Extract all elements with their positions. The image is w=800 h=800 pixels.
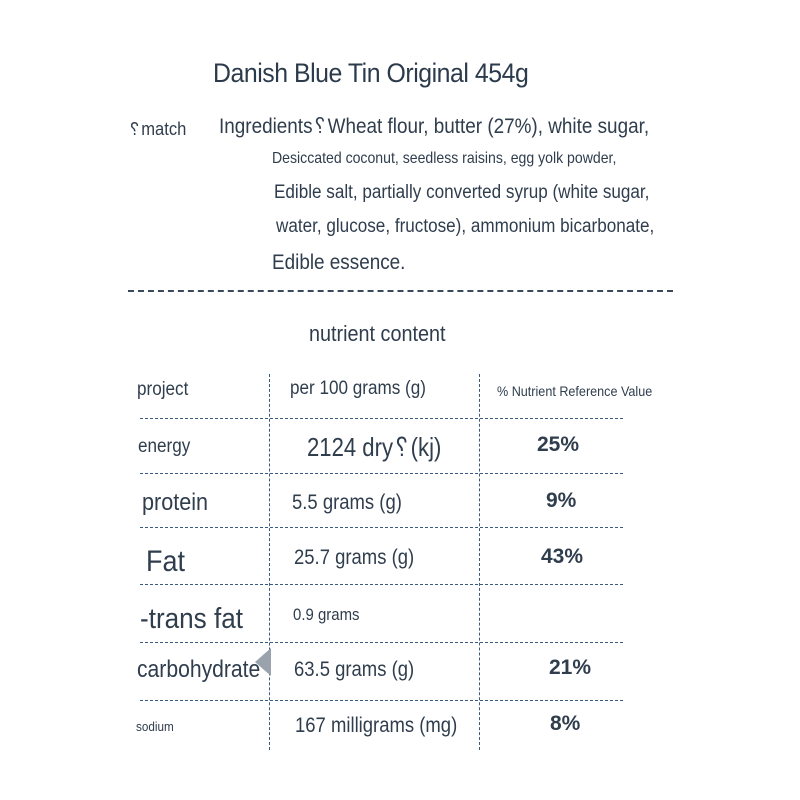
row-protein-amount: 5.5 grams (g) (292, 491, 402, 514)
row-energy-nrv: 25% (537, 433, 580, 456)
header-per100: per 100 grams (g) (290, 378, 426, 399)
row-divider (140, 700, 623, 701)
row-transfat-item: -trans fat (140, 603, 243, 635)
header-nrv: % Nutrient Reference Value (497, 383, 653, 399)
row-sodium-nrv: 8% (550, 712, 581, 735)
row-energy-amount: 2124 dry␦(kj) (307, 432, 442, 462)
row-divider (140, 584, 623, 585)
ingredients-line-3: Edible salt, partially converted syrup (white sugar, (274, 182, 650, 203)
row-fat-amount: 25.7 grams (g) (294, 546, 415, 569)
ingredients-line-1: Ingredients␦Wheat flour, butter (27%), white sugar, (219, 115, 650, 138)
row-divider (140, 642, 623, 643)
row-protein-nrv: 9% (546, 489, 577, 512)
row-protein-item: protein (142, 489, 209, 516)
row-energy-item: energy (138, 436, 191, 457)
ingredients-line-2: Desiccated coconut, seedless raisins, egg yolk powder, (272, 150, 617, 167)
row-fat-item: Fat (146, 545, 186, 578)
row-sodium-item: sodium (136, 719, 174, 734)
column-divider (479, 374, 480, 750)
row-divider (140, 418, 623, 419)
row-carbohydrate-item: carbohydrate (137, 656, 261, 683)
page-curl-mark (255, 648, 271, 676)
row-carbohydrate-nrv: 21% (549, 656, 592, 679)
match-label: ␦match (128, 119, 187, 139)
ingredients-line-4: water, glucose, fructose), ammonium bicarbonate, (276, 216, 655, 237)
column-divider (269, 374, 270, 750)
nutrition-title: nutrient content (309, 321, 446, 346)
row-divider (140, 527, 623, 528)
row-fat-nrv: 43% (541, 545, 584, 568)
product-title: Danish Blue Tin Original 454g (213, 58, 529, 88)
row-transfat-amount: 0.9 grams (293, 605, 360, 624)
ingredients-line-5: Edible essence. (272, 251, 406, 274)
section-divider (128, 290, 673, 292)
row-divider (140, 473, 623, 474)
row-carbohydrate-amount: 63.5 grams (g) (294, 658, 415, 681)
row-sodium-amount: 167 milligrams (mg) (295, 714, 458, 737)
header-project: project (137, 379, 189, 400)
